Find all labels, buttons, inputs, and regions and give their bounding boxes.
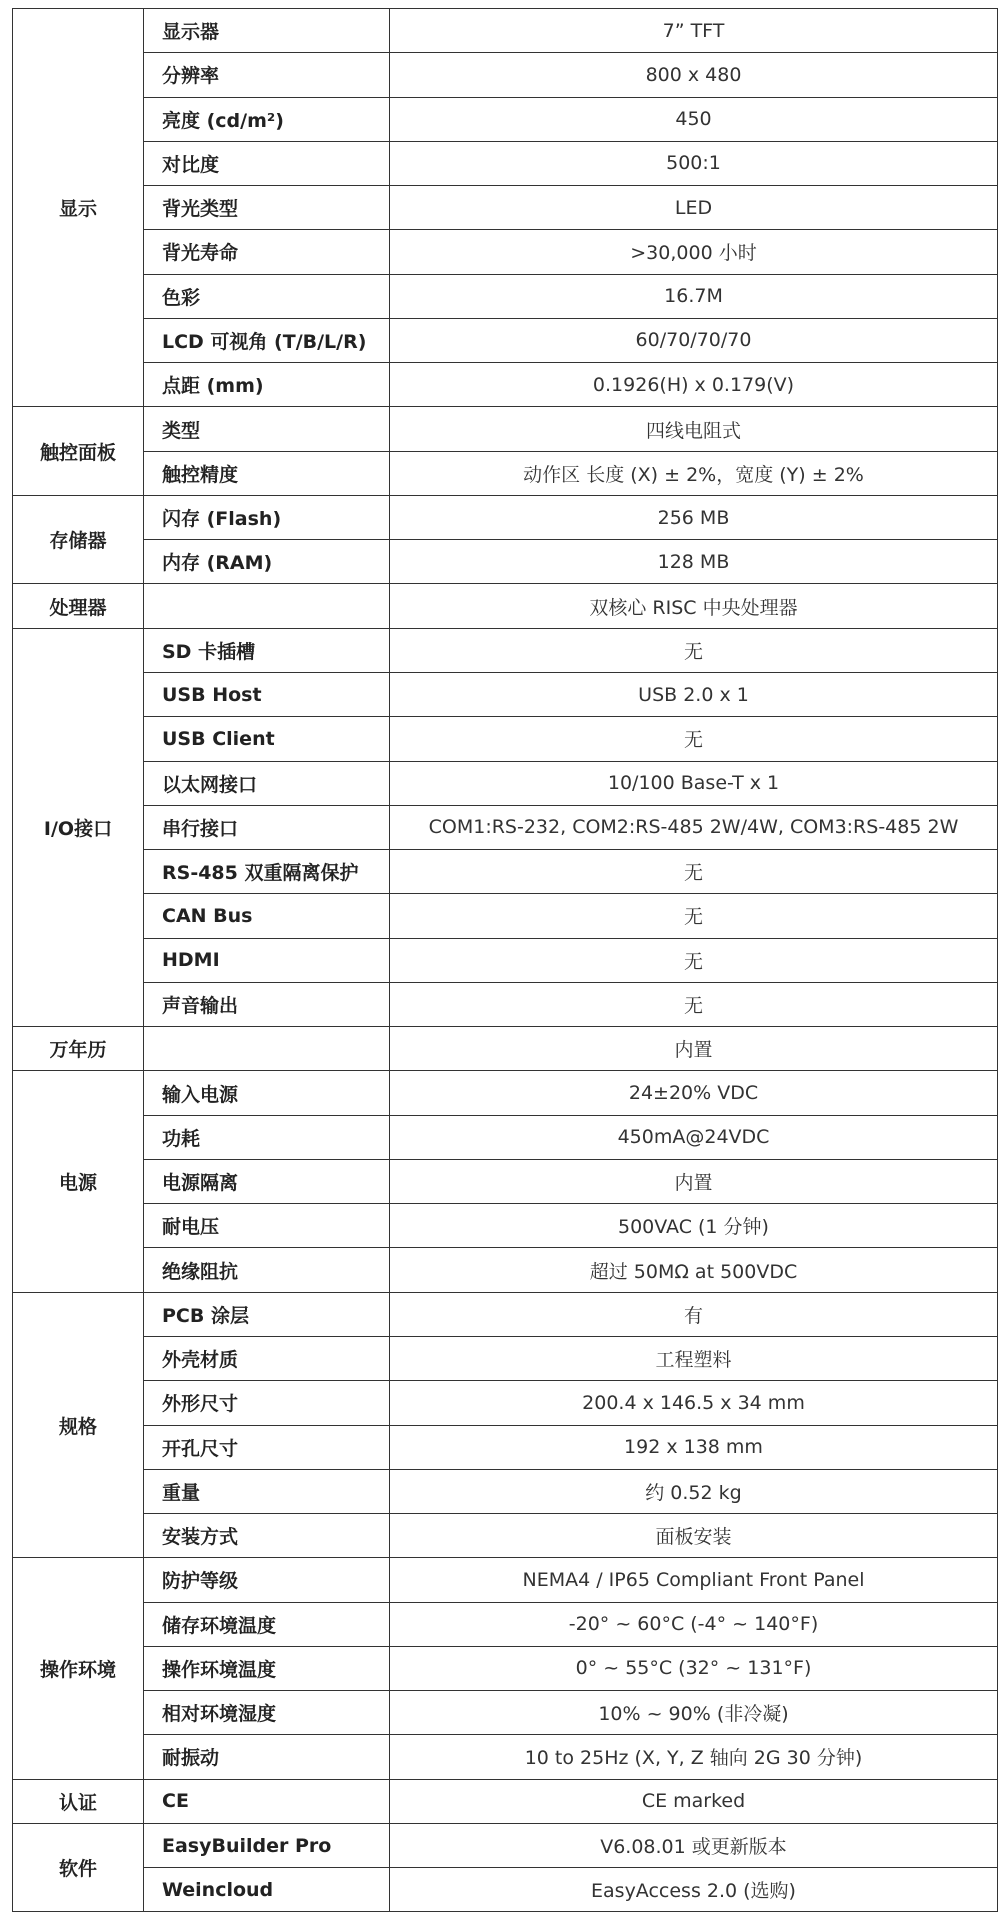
spec-value: 16.7M xyxy=(390,274,998,318)
table-row xyxy=(13,9,998,53)
table-row xyxy=(13,894,998,938)
table-row xyxy=(13,1115,998,1159)
table-row xyxy=(13,584,998,628)
spec-label: 防护等级 xyxy=(144,1558,390,1602)
table-row xyxy=(13,451,998,495)
spec-label: SD 卡插槽 xyxy=(144,628,390,672)
spec-table-body xyxy=(13,9,998,1912)
spec-label: 外形尺寸 xyxy=(144,1381,390,1425)
table-row xyxy=(13,628,998,672)
spec-label: CAN Bus xyxy=(144,894,390,938)
table-row xyxy=(13,407,998,451)
table-row xyxy=(13,363,998,407)
spec-value: 无 xyxy=(390,938,998,982)
spec-label: 相对环境湿度 xyxy=(144,1691,390,1735)
spec-label: 安装方式 xyxy=(144,1514,390,1558)
table-row xyxy=(13,805,998,849)
category-cell: 处理器 xyxy=(13,584,144,628)
table-row xyxy=(13,1868,998,1912)
spec-value: USB 2.0 x 1 xyxy=(390,672,998,716)
spec-label: 串行接口 xyxy=(144,805,390,849)
spec-label: 分辨率 xyxy=(144,53,390,97)
spec-label: 耐振动 xyxy=(144,1735,390,1779)
spec-value: 内置 xyxy=(390,1027,998,1071)
spec-value: 0.1926(H) x 0.179(V) xyxy=(390,363,998,407)
spec-label: 内存 (RAM) xyxy=(144,540,390,584)
spec-label: 背光寿命 xyxy=(144,230,390,274)
table-row xyxy=(13,230,998,274)
table-row xyxy=(13,318,998,362)
spec-value: 双核心 RISC 中央处理器 xyxy=(390,584,998,628)
table-row xyxy=(13,1381,998,1425)
spec-label: 背光类型 xyxy=(144,186,390,230)
table-row xyxy=(13,1823,998,1867)
category-cell: 规格 xyxy=(13,1292,144,1558)
table-row xyxy=(13,1469,998,1513)
spec-value: 超过 50MΩ at 500VDC xyxy=(390,1248,998,1292)
spec-value: EasyAccess 2.0 (选购) xyxy=(390,1868,998,1912)
spec-value: 有 xyxy=(390,1292,998,1336)
category-cell: 认证 xyxy=(13,1779,144,1823)
category-cell: 操作环境 xyxy=(13,1558,144,1779)
spec-label: 耐电压 xyxy=(144,1204,390,1248)
table-row xyxy=(13,274,998,318)
table-row xyxy=(13,186,998,230)
category-cell: I/O接口 xyxy=(13,628,144,1026)
spec-value: 面板安装 xyxy=(390,1514,998,1558)
spec-value: 无 xyxy=(390,982,998,1026)
spec-value: LED xyxy=(390,186,998,230)
category-cell: 电源 xyxy=(13,1071,144,1292)
table-row xyxy=(13,1204,998,1248)
category-cell: 触控面板 xyxy=(13,407,144,496)
table-row xyxy=(13,1646,998,1690)
category-cell: 存储器 xyxy=(13,495,144,584)
spec-value: 无 xyxy=(390,894,998,938)
spec-value: 内置 xyxy=(390,1159,998,1203)
spec-value: 7” TFT xyxy=(390,9,998,53)
table-row xyxy=(13,1336,998,1380)
table-row xyxy=(13,1602,998,1646)
spec-value: V6.08.01 或更新版本 xyxy=(390,1823,998,1867)
spec-label: 色彩 xyxy=(144,274,390,318)
spec-value: 无 xyxy=(390,850,998,894)
spec-value: 500:1 xyxy=(390,141,998,185)
table-row xyxy=(13,1159,998,1203)
spec-value: 192 x 138 mm xyxy=(390,1425,998,1469)
spec-label: 声音输出 xyxy=(144,982,390,1026)
table-row xyxy=(13,495,998,539)
spec-value: -20° ~ 60°C (-4° ~ 140°F) xyxy=(390,1602,998,1646)
table-row xyxy=(13,1071,998,1115)
spec-value: CE marked xyxy=(390,1779,998,1823)
spec-label: 储存环境温度 xyxy=(144,1602,390,1646)
table-row xyxy=(13,1027,998,1071)
table-row xyxy=(13,761,998,805)
spec-value: COM1:RS-232, COM2:RS-485 2W/4W, COM3:RS-485 2W xyxy=(390,805,998,849)
spec-value: 0° ~ 55°C (32° ~ 131°F) xyxy=(390,1646,998,1690)
spec-value: 256 MB xyxy=(390,495,998,539)
spec-label: 操作环境温度 xyxy=(144,1646,390,1690)
spec-label: CE xyxy=(144,1779,390,1823)
table-row xyxy=(13,141,998,185)
spec-label: LCD 可视角 (T/B/L/R) xyxy=(144,318,390,362)
spec-value: 450 xyxy=(390,97,998,141)
table-row xyxy=(13,1248,998,1292)
table-row xyxy=(13,1425,998,1469)
spec-label: USB Client xyxy=(144,717,390,761)
spec-label: 输入电源 xyxy=(144,1071,390,1115)
spec-label: 绝缘阻抗 xyxy=(144,1248,390,1292)
spec-value: 10/100 Base-T x 1 xyxy=(390,761,998,805)
category-cell: 显示 xyxy=(13,9,144,407)
spec-label: 对比度 xyxy=(144,141,390,185)
spec-value: 500VAC (1 分钟) xyxy=(390,1204,998,1248)
spec-label: EasyBuilder Pro xyxy=(144,1823,390,1867)
table-row xyxy=(13,672,998,716)
spec-label: 触控精度 xyxy=(144,451,390,495)
spec-label: 电源隔离 xyxy=(144,1159,390,1203)
table-row xyxy=(13,1735,998,1779)
spec-label: USB Host xyxy=(144,672,390,716)
table-row xyxy=(13,982,998,1026)
spec-value: 无 xyxy=(390,717,998,761)
spec-label: 功耗 xyxy=(144,1115,390,1159)
table-row xyxy=(13,540,998,584)
spec-label: PCB 涂层 xyxy=(144,1292,390,1336)
table-row xyxy=(13,717,998,761)
spec-label: 类型 xyxy=(144,407,390,451)
spec-value: 200.4 x 146.5 x 34 mm xyxy=(390,1381,998,1425)
category-cell: 软件 xyxy=(13,1823,144,1912)
spec-label: 显示器 xyxy=(144,9,390,53)
spec-value: 10 to 25Hz (X, Y, Z 轴向 2G 30 分钟) xyxy=(390,1735,998,1779)
spec-table xyxy=(12,8,998,1912)
spec-label: 点距 (mm) xyxy=(144,363,390,407)
spec-label: 外壳材质 xyxy=(144,1336,390,1380)
spec-value: 无 xyxy=(390,628,998,672)
spec-label: HDMI xyxy=(144,938,390,982)
table-row xyxy=(13,938,998,982)
category-cell: 万年历 xyxy=(13,1027,144,1071)
spec-label: RS-485 双重隔离保护 xyxy=(144,850,390,894)
spec-value: 450mA@24VDC xyxy=(390,1115,998,1159)
spec-value: NEMA4 / IP65 Compliant Front Panel xyxy=(390,1558,998,1602)
table-row xyxy=(13,850,998,894)
table-row xyxy=(13,97,998,141)
spec-label: 重量 xyxy=(144,1469,390,1513)
spec-label: 开孔尺寸 xyxy=(144,1425,390,1469)
spec-value: 128 MB xyxy=(390,540,998,584)
table-row xyxy=(13,1691,998,1735)
spec-value: 四线电阻式 xyxy=(390,407,998,451)
spec-label: 以太网接口 xyxy=(144,761,390,805)
spec-value: 10% ~ 90% (非冷凝) xyxy=(390,1691,998,1735)
spec-value: 约 0.52 kg xyxy=(390,1469,998,1513)
spec-value: 动作区 长度 (X) ± 2%，宽度 (Y) ± 2% xyxy=(390,451,998,495)
table-row xyxy=(13,1779,998,1823)
spec-label: 亮度 (cd/m²) xyxy=(144,97,390,141)
table-row xyxy=(13,1292,998,1336)
spec-value: >30,000 小时 xyxy=(390,230,998,274)
table-row xyxy=(13,53,998,97)
table-row xyxy=(13,1514,998,1558)
table-row xyxy=(13,1558,998,1602)
spec-label: 闪存 (Flash) xyxy=(144,495,390,539)
spec-value: 工程塑料 xyxy=(390,1336,998,1380)
spec-value: 60/70/70/70 xyxy=(390,318,998,362)
spec-label xyxy=(144,584,390,628)
spec-value: 24±20% VDC xyxy=(390,1071,998,1115)
spec-value: 800 x 480 xyxy=(390,53,998,97)
spec-label xyxy=(144,1027,390,1071)
spec-label: Weincloud xyxy=(144,1868,390,1912)
